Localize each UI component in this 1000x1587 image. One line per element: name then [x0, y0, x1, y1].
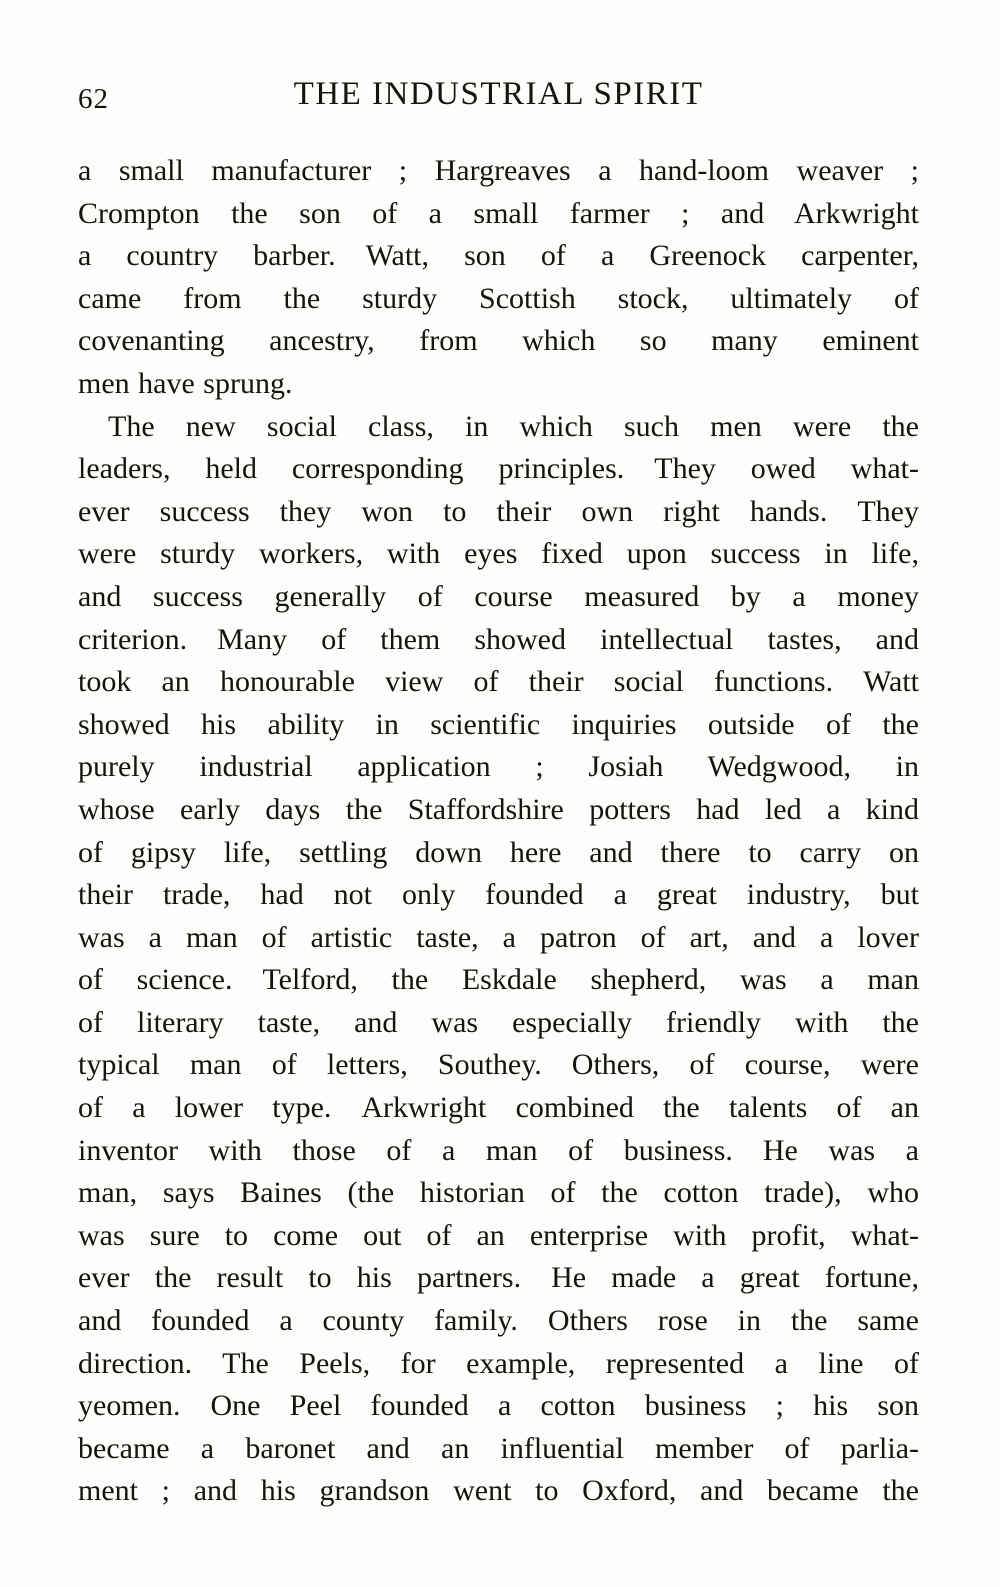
- text-line: of science. Telford, the Eskdale shepherd, was a man: [78, 963, 919, 997]
- text-line: ever the result to his partners. He made a great fortune,: [78, 1261, 919, 1295]
- text-line: was sure to come out of an enterprise with profit, what-: [78, 1218, 919, 1252]
- text-line: leaders, held corresponding principles. They owed what-: [78, 452, 919, 486]
- text-line: a small manufacturer ; Hargreaves a hand-loom weaver ;: [78, 154, 919, 187]
- text-line: their trade, had not only founded a great industry, but: [78, 878, 919, 912]
- text-line: of a lower type. Arkwright combined the talents of an: [78, 1091, 919, 1125]
- text-line: showed his ability in scientific inquiries outside of the: [78, 707, 919, 741]
- text-line: inventor with those of a man of business. He was a: [78, 1133, 919, 1167]
- page-header: [78, 76, 919, 120]
- text-line: became a baronet and an influential member of parlia-: [78, 1431, 919, 1465]
- text-line: and founded a county family. Others rose in the same: [78, 1304, 919, 1338]
- text-line: men have sprung.: [78, 366, 293, 400]
- text-line: ment ; and his grandson went to Oxford, and became the: [78, 1474, 919, 1508]
- text-line: Crompton the son of a small farmer ; and Arkwright: [78, 196, 919, 230]
- text-line: and success generally of course measured by a money: [78, 579, 919, 613]
- text-line: yeomen. One Peel founded a cotton business ; his son: [78, 1389, 919, 1423]
- text-line: covenanting ancestry, from which so many eminent: [78, 324, 919, 358]
- text-line: of gipsy life, settling down here and there to carry on: [78, 835, 919, 869]
- text-line: man, says Baines (the historian of the cotton trade), who: [78, 1176, 919, 1210]
- text-line: ever success they won to their own right hands. They: [78, 494, 919, 528]
- text-line: purely industrial application ; Josiah Wedgwood, in: [78, 750, 919, 784]
- text-line: whose early days the Staffordshire potters had led a kind: [78, 792, 919, 826]
- text-line: came from the sturdy Scottish stock, ultimately of: [78, 281, 919, 315]
- text-line: criterion. Many of them showed intellectual tastes, and: [78, 622, 919, 656]
- text-line: were sturdy workers, with eyes fixed upon success in life,: [78, 537, 919, 571]
- text-line: took an honourable view of their social functions. Watt: [78, 665, 919, 699]
- page-number: 62: [78, 83, 109, 115]
- text-line: direction. The Peels, for example, represented a line of: [78, 1346, 919, 1380]
- text-line: was a man of artistic taste, a patron of art, and a lover: [78, 920, 919, 954]
- text-line: of literary taste, and was especially friendly with the: [78, 1005, 919, 1039]
- text-line: The new social class, in which such men were the: [108, 409, 919, 443]
- running-title: THE INDUSTRIAL SPIRIT: [293, 76, 704, 112]
- text-line: typical man of letters, Southey. Others, of course, were: [78, 1048, 919, 1082]
- body-text: [78, 150, 919, 1513]
- text-line: a country barber. Watt, son of a Greenock carpenter,: [78, 239, 919, 273]
